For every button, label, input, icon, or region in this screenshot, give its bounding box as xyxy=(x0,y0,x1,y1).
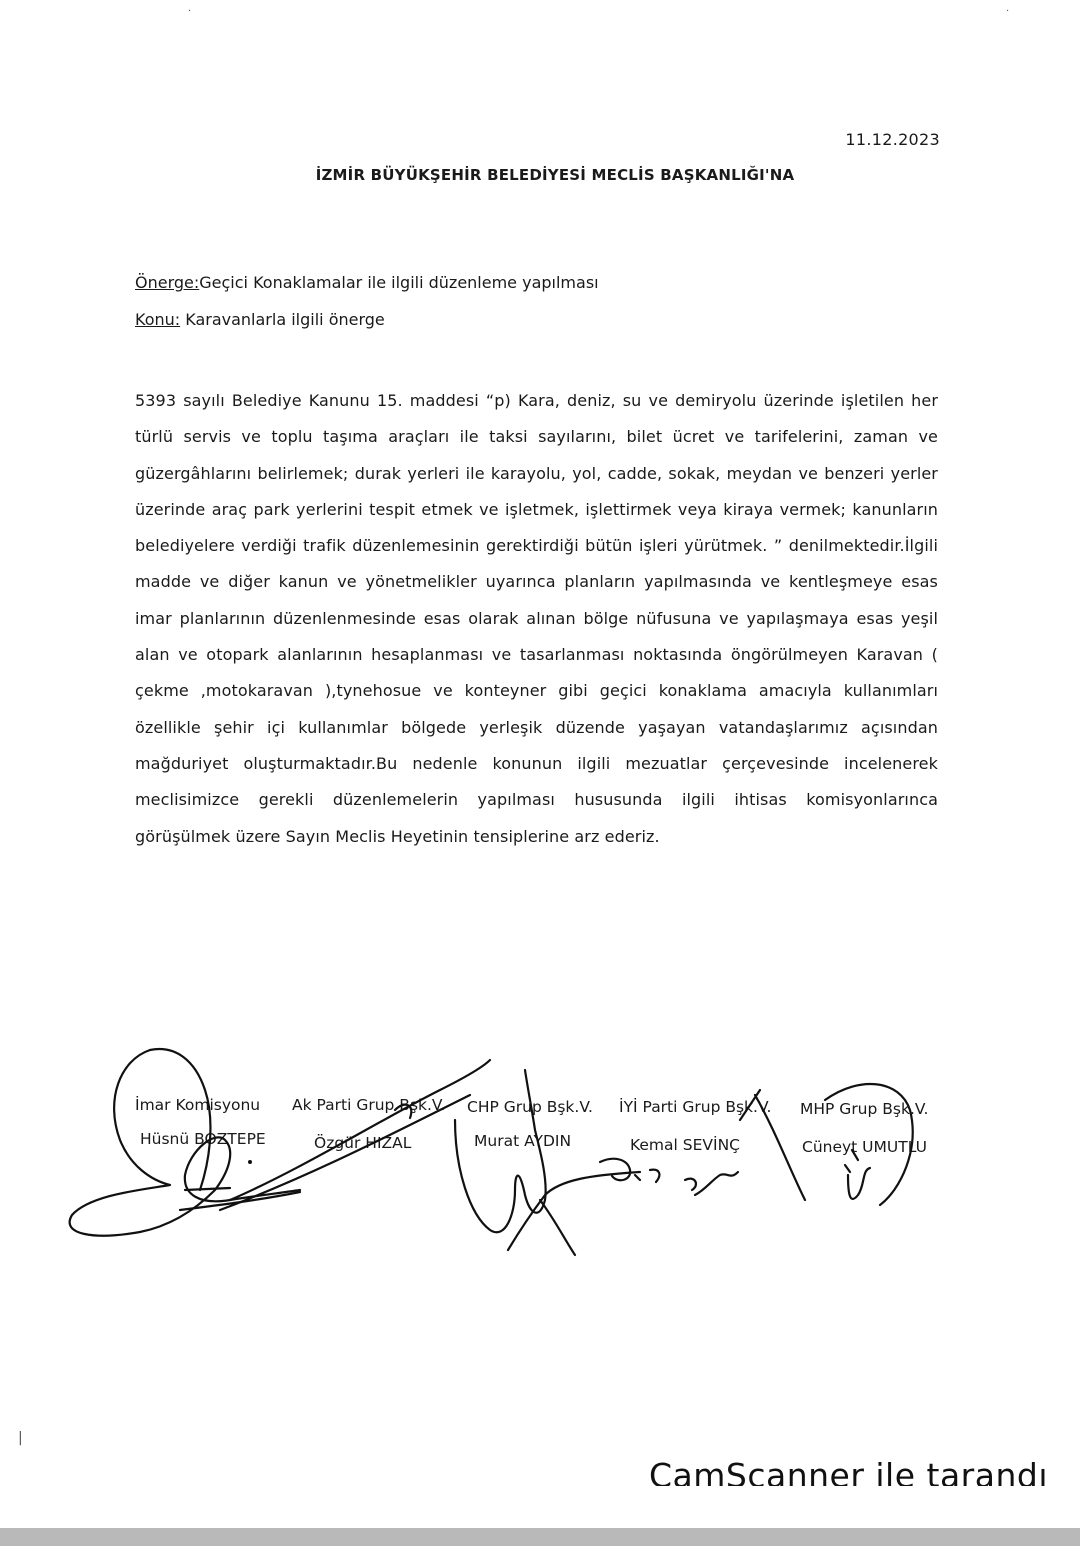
scan-speck: | xyxy=(18,1430,23,1446)
scan-speck: · xyxy=(188,6,192,17)
scan-speck: · xyxy=(1006,6,1010,17)
signatory-name: Kemal SEVİNÇ xyxy=(630,1136,740,1154)
signatory-role: CHP Grup Bşk.V. xyxy=(467,1098,593,1116)
subject-value: Karavanlarla ilgili önerge xyxy=(180,310,385,329)
signatory-role: MHP Grup Bşk.V. xyxy=(800,1100,929,1118)
signature-stroke xyxy=(180,1192,300,1210)
scan-edge-bar xyxy=(0,1528,1080,1546)
signature-stroke xyxy=(848,1168,870,1199)
signatory-role: İYİ Parti Grup Bşk.V. xyxy=(619,1098,772,1116)
signatory-name: Özgür HIZAL xyxy=(314,1134,412,1152)
motion-line xyxy=(135,273,599,292)
signatory-role: Ak Parti Grup Bşk.V. xyxy=(292,1096,446,1114)
signature-stroke xyxy=(635,1170,659,1182)
signature-stroke xyxy=(508,1172,640,1250)
subject-label: Konu: xyxy=(135,310,181,329)
signatory-name: Murat AYDIN xyxy=(474,1132,572,1150)
subject-line xyxy=(135,310,385,329)
signature-stroke xyxy=(455,1070,546,1232)
signature-stroke xyxy=(230,1060,490,1200)
signatory-name: Hüsnü BOZTEPE xyxy=(140,1130,266,1148)
scanner-watermark: CamScanner ile tarandı xyxy=(648,1456,1048,1486)
addressee-heading: İZMİR BÜYÜKŞEHİR BELEDİYESİ MECLİS BAŞKANLIĞI'NA xyxy=(315,166,795,184)
signatory-role: İmar Komisyonu xyxy=(135,1096,261,1114)
motion-label: Önerge: xyxy=(135,273,200,292)
signature-stroke xyxy=(600,1159,630,1181)
motion-body-text: 5393 sayılı Belediye Kanunu 15. maddesi “p) Kara, deniz, su ve demiryolu üzerinde işletilen her türlü servis ve toplu taşıma araçları ile taksi sayılarını, bilet ücret ve tarifelerini, zaman ve güzergâhlarını belirlemek; durak yerleri ile karayolu, yol, cadde, sokak, meydan ve benzeri yerler üzerinde araç park yerlerini tespit etmek ve işletmek, işlettirmek veya kiraya vermek; kanunların belediyelere verdiği trafik düzenlemesinin gerektirdiği bütün işleri yürütmek. ” denilmektedir.İlgili madde ve diğer kanun ve yönetmelikler uyarınca planların yapılmasında ve kentleşmeye esas imar planlarının düzenlenmesinde esas olarak alınan bölge nüfusuna ve yapılaşmaya esas yeşil alan ve otopark alanlarının hesaplanması ve tasarlanması noktasında öngörülmeyen Karavan ( çekme ,motokaravan ),tynehosue ve konteyner gibi geçici konaklama amacıyla kullanımları özellikle şehir içi kullanımlar bölgede yerleşik düzende yaşayan vatandaşlarımız açısından mağduriyet oluşturmaktadır.Bu nedenle konunun ilgili mezuatlar çerçevesinde incelenerek meclisimizce gerekli düzenlemelerin yapılması hususunda ilgili ihtisas komisyonlarınca görüşülmek üzere Sayın Meclis Heyetinin tensiplerine arz ederiz. xyxy=(135,391,938,846)
signature-stroke xyxy=(685,1172,738,1195)
signatory-name: Cüneyt UMUTLU xyxy=(802,1138,927,1156)
document-date: 11.12.2023 xyxy=(845,130,940,149)
signature-dot xyxy=(248,1160,252,1164)
signature-stroke xyxy=(540,1200,575,1255)
signature-stroke xyxy=(150,1049,210,1190)
signature-stroke xyxy=(185,1188,230,1190)
motion-value: Geçici Konaklamalar ile ilgili düzenleme yapılması xyxy=(199,273,599,292)
